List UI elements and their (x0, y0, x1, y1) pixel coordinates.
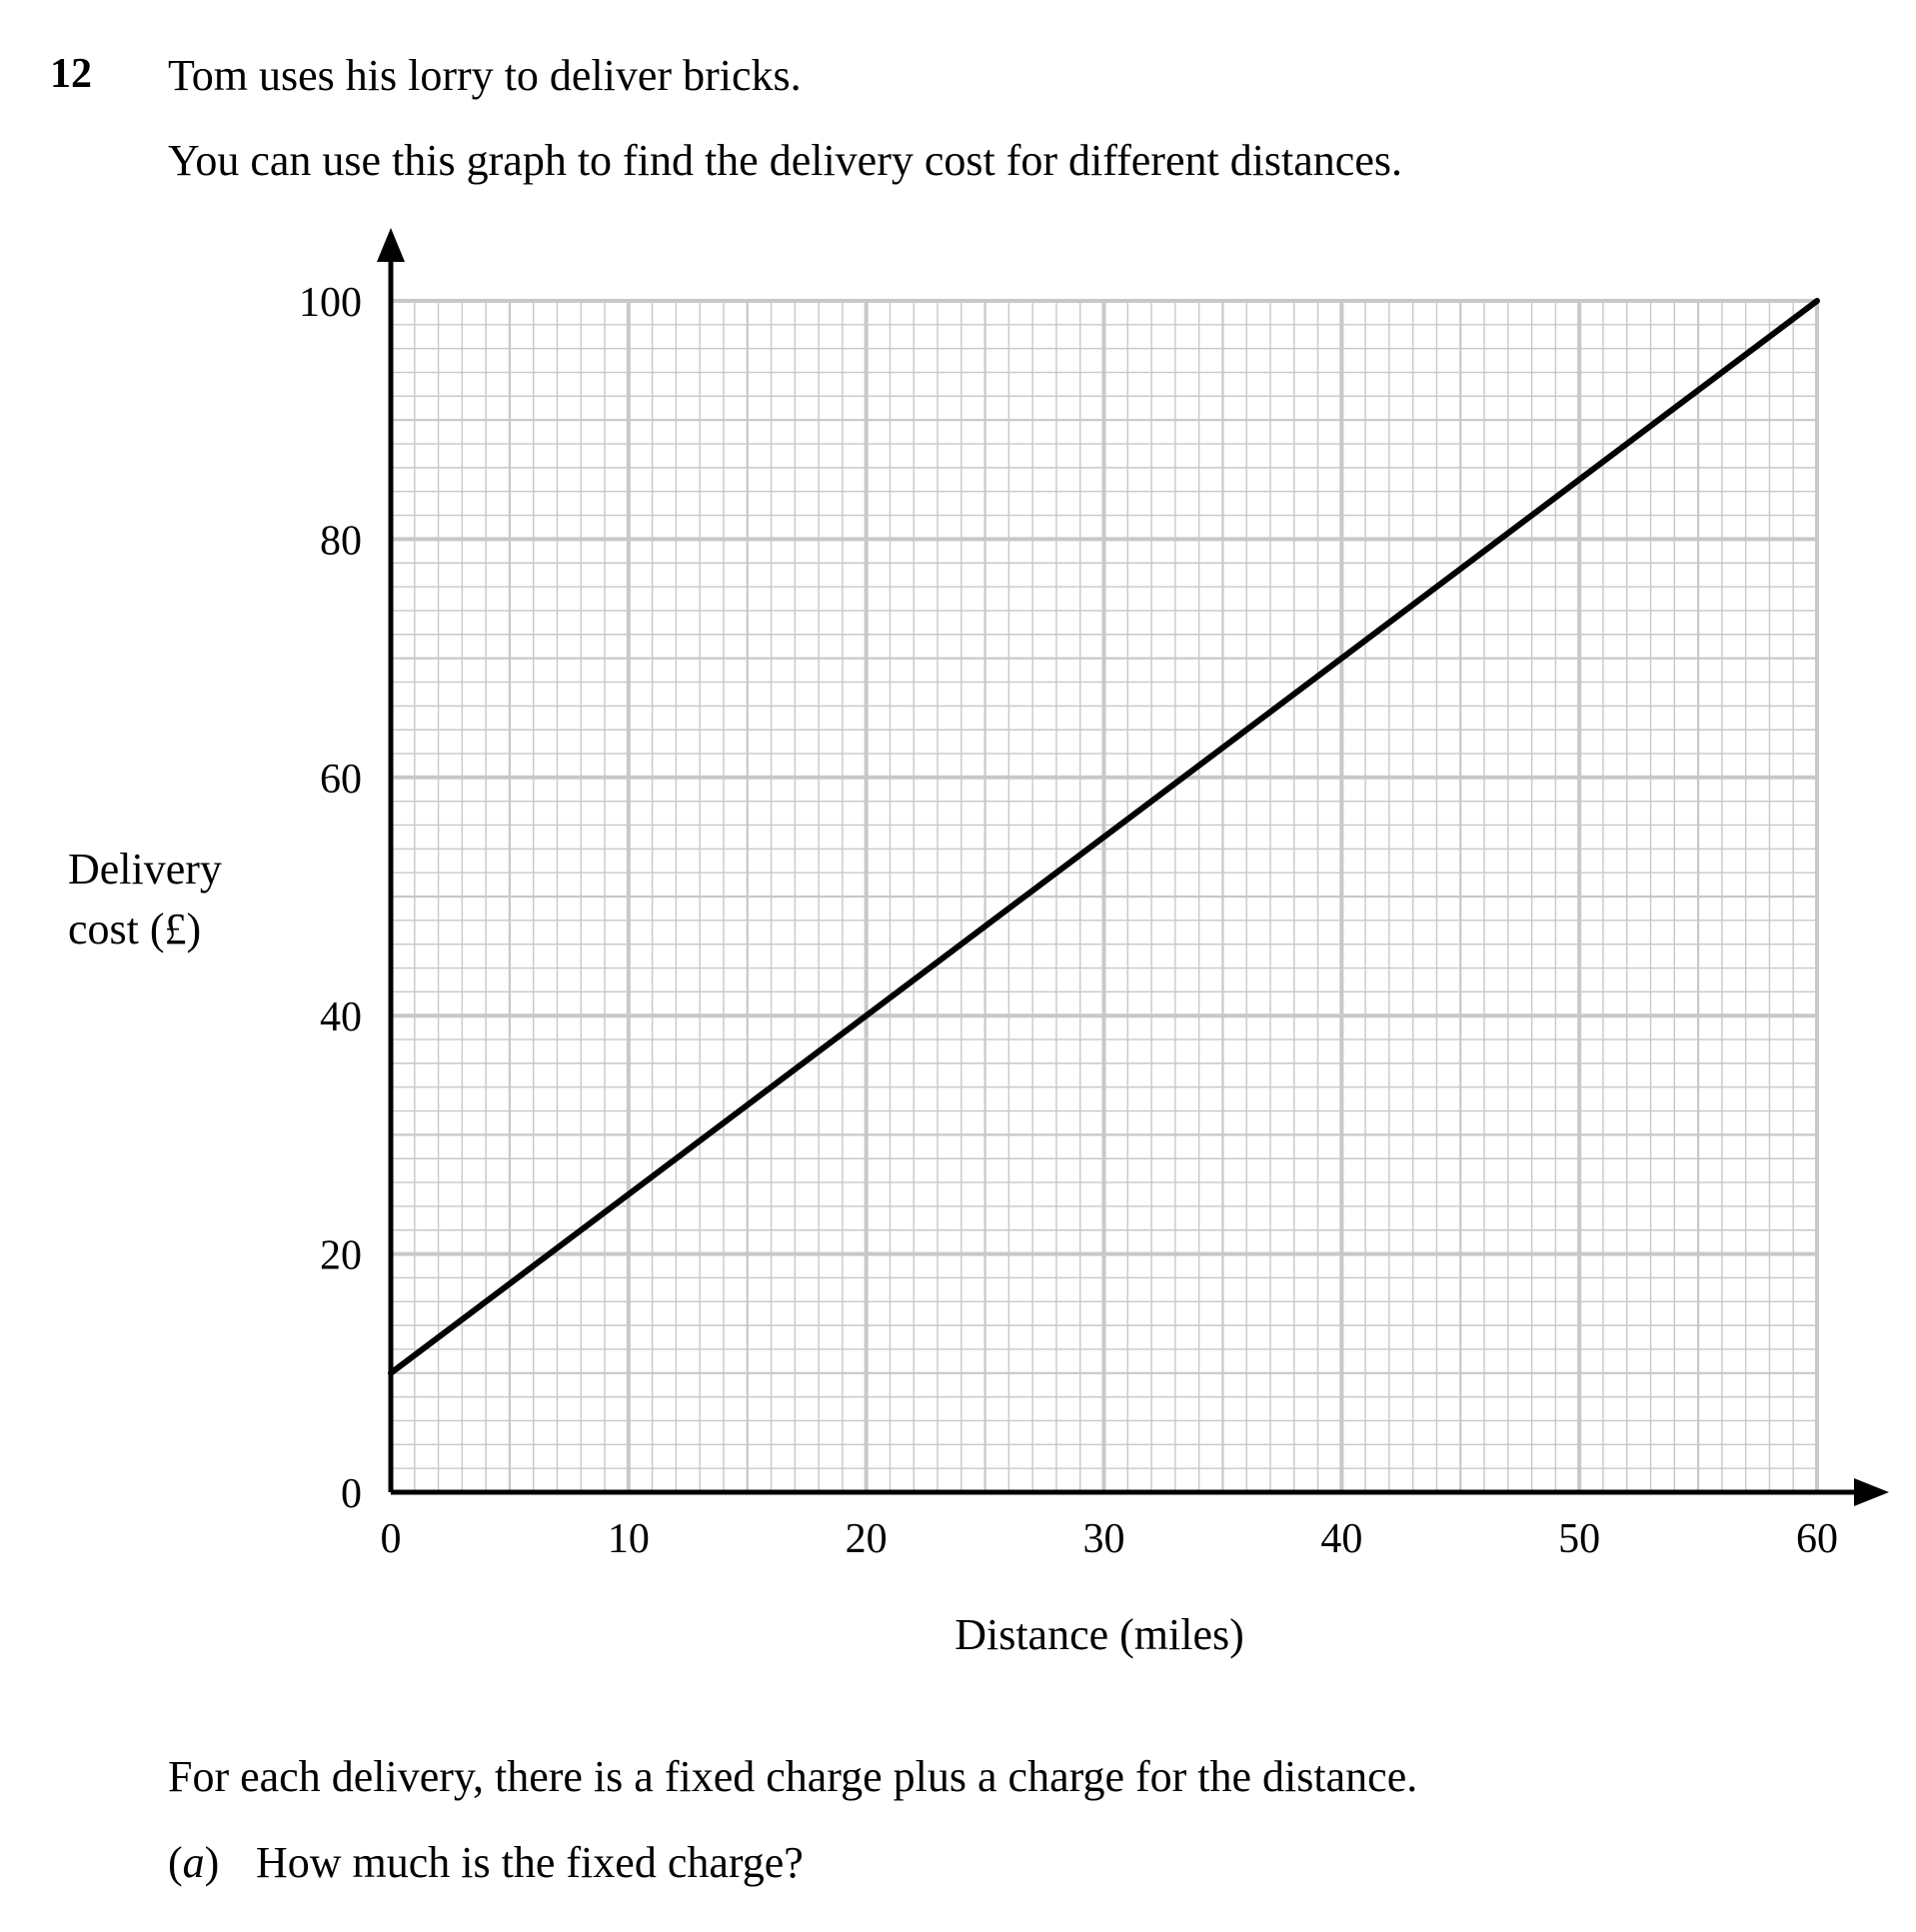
x-tick-label: 0 (380, 1516, 402, 1562)
x-tick-label: 60 (1796, 1516, 1838, 1562)
x-tick-label: 10 (607, 1516, 650, 1562)
x-tick-label: 20 (845, 1516, 888, 1562)
y-axis-label-line-2: cost (£) (68, 905, 202, 954)
x-tick-label: 40 (1320, 1516, 1363, 1562)
y-tick-label: 0 (341, 1471, 362, 1517)
part-a-label: (a) (168, 1838, 220, 1887)
y-tick-label: 80 (320, 518, 362, 565)
y-tick-label: 40 (320, 994, 362, 1041)
x-axis-arrowhead (1854, 1478, 1889, 1506)
y-tick-label: 60 (320, 756, 362, 803)
x-tick-labels (381, 1516, 1839, 1562)
fixed-charge-statement: For each delivery, there is a fixed charge plus a charge for the distance. (168, 1752, 1418, 1801)
y-tick-label: 100 (299, 280, 362, 326)
y-axis-arrowhead (377, 228, 405, 262)
y-axis-label-line-1: Delivery (68, 845, 222, 894)
question-intro: Tom uses his lorry to deliver bricks. (168, 51, 802, 100)
part-a-question: How much is the fixed charge? (256, 1838, 804, 1887)
part-a (168, 1837, 804, 1888)
question-number: 12 (50, 51, 92, 97)
y-tick-label: 20 (320, 1232, 362, 1279)
question-instruction: You can use this graph to find the delivery cost for different distances. (168, 136, 1402, 185)
x-tick-label: 50 (1558, 1516, 1601, 1562)
x-axis-label: Distance (miles) (955, 1610, 1244, 1659)
y-tick-labels (299, 280, 362, 1517)
x-tick-label: 30 (1082, 1516, 1125, 1562)
